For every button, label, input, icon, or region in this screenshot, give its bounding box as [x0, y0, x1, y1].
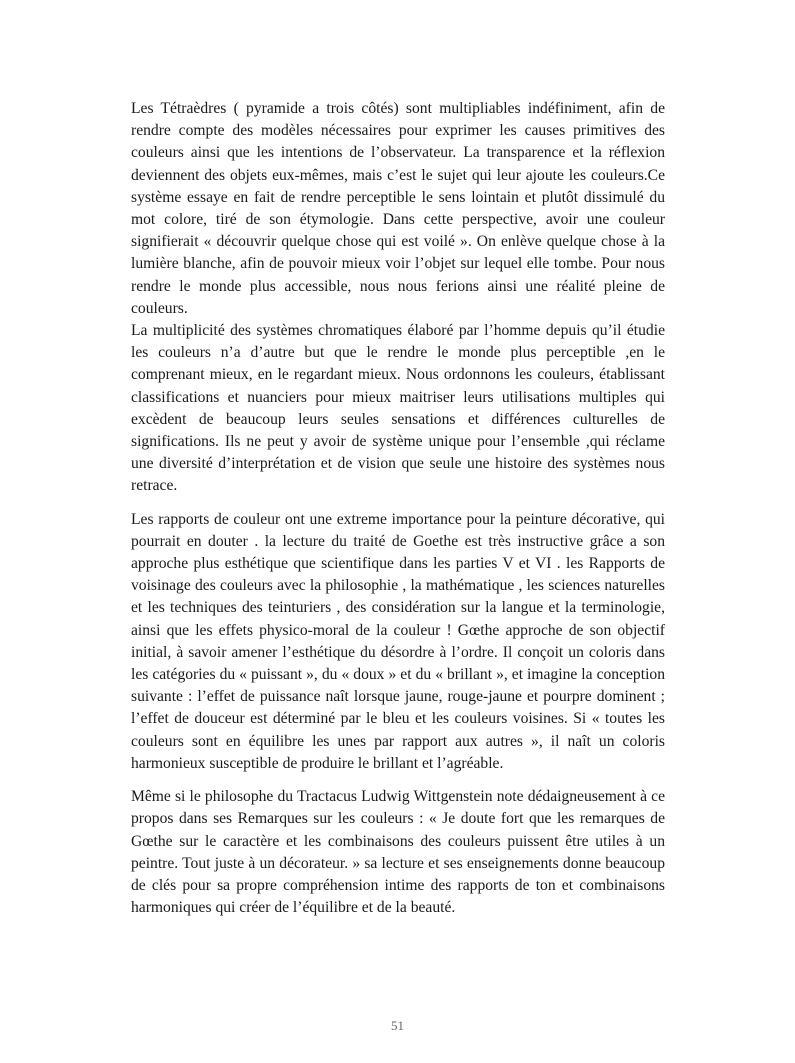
page-number: 51 — [391, 1018, 404, 1033]
paragraph-tetraedres: Les Tétraèdres ( pyramide a trois côtés) sont multipliables indéfiniment, afin de rendre compte des modèles nécessaires pour exprimer les causes primitives des couleurs ainsi que les intentions de l’observateur. La transparence et la réflexion deviennent des objets eux-mêmes, mais c’est le sujet qui leur ajoute les couleurs.Ce système essaye en fait de rendre perceptible le sens lointain et plutôt dissimulé du mot colore, tiré de son étymologie. Dans cette perspective, avoir une couleur signifierait « découvrir quelque chose qui est voilé ». On enlève quelque chose à la lumière blanche, afin de pouvoir mieux voir l’objet sur lequel elle tombe. Pour nous rendre le monde plus accessible, nous nous ferions ainsi une réalité pleine de couleurs. — [131, 100, 665, 317]
paragraph-rapports-couleur: Les rapports de couleur ont une extreme importance pour la peinture décorative, qui pourrait en douter . la lecture du traité de Goethe est très instructive grâce a son approche plus esthétique que scientifique dans les parties V et VI . les Rapports de voisinage des couleurs avec la philosophie , la mathématique , les sciences naturelles et les techniques des teinturiers , des considération sur la langue et la terminologie, ainsi que les effets physico-moral de la couleur ! Gœthe approche de son objectif initial, à savoir amener l’esthétique du désordre à l’ordre. Il conçoit un coloris dans les catégories du « puissant », du « doux » et du « brillant », et imagine la conception suivante : l’effet de puissance naît lorsque jaune, rouge-jaune et pourpre dominent ; l’effet de douceur est déterminé par le bleu et les couleurs voisines. Si « toutes les couleurs sont en équilibre les unes par rapport aux autres », il naît un coloris harmonieux susceptible de produire le brillant et l’agréable. — [131, 510, 665, 772]
paragraph-wittgenstein: Même si le philosophe du Tractacus Ludwig Wittgenstein note dédaigneusement à ce propos dans ses Remarques sur les couleurs : « Je doute fort que les remarques de Gœthe sur le caractère et les combinaisons des couleurs puissent être utiles à un peintre. Tout juste à un décorateur. » sa lecture et ses enseignements donne beaucoup de clés pour sa propre compréhension intime des rapports de ton et combinaisons harmoniques qui créer de l’équilibre et de la beauté. — [131, 788, 665, 917]
body-text — [131, 98, 665, 919]
paragraph-systemes-chromatiques: La multiplicité des systèmes chromatiques élaboré par l’homme depuis qu’il étudie les couleurs n’a d’autre but que le rendre le monde plus perceptible ,en le comprenant mieux, en le regardant mieux. Nous ordonnons les couleurs, établissant classifications et nuanciers pour mieux maitriser leurs utilisations multiples qui excèdent de beaucoup leurs seules sensations et différences culturelles de significations. Ils ne peut y avoir de système unique pour l’ensemble ,qui réclame une diversité d’interprétation et de vision que seule une histoire des systèmes nous retrace. — [131, 322, 665, 495]
